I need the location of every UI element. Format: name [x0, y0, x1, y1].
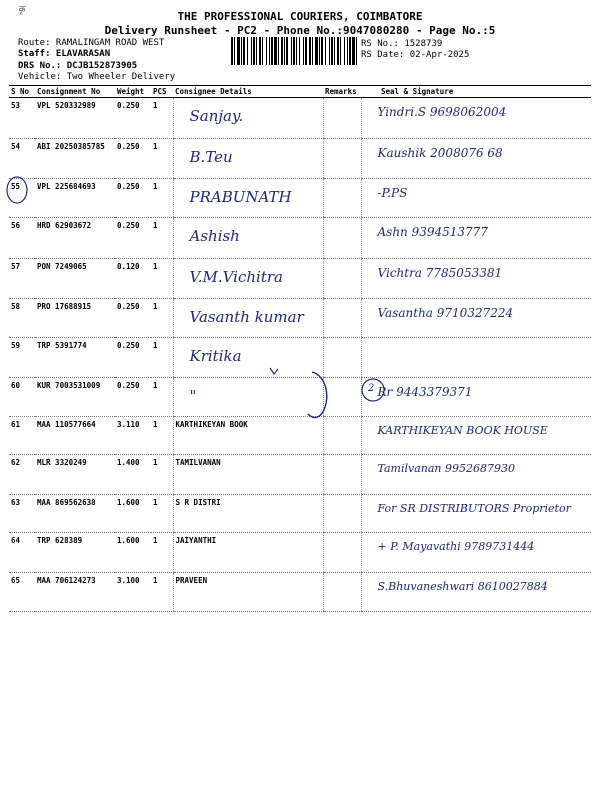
row-weight: 0.250 [115, 378, 151, 417]
row-weight: 0.250 [115, 179, 151, 218]
signature: For SR DISTRIBUTORS Proprietor [377, 502, 571, 515]
row-signature [361, 139, 591, 179]
table-row [9, 533, 591, 573]
row-sno: 53 [9, 98, 35, 139]
row-weight: 3.110 [115, 417, 151, 455]
table-row [9, 417, 591, 455]
row-remarks [323, 179, 361, 218]
vehicle-label: Vehicle: Two Wheeler Delivery [18, 72, 176, 82]
row-weight: 0.250 [115, 218, 151, 259]
handwritten-name: " [189, 387, 197, 405]
row-consignment-no: PON 7249065 [35, 259, 115, 299]
row-sno: 54 [9, 139, 35, 179]
table-row [9, 179, 591, 218]
row-consignment-no: TRP 5391774 [35, 338, 115, 378]
row-weight: 0.250 [115, 299, 151, 338]
handwritten-name: Vasanth kumar [189, 308, 304, 326]
table-row [9, 495, 591, 533]
row-remarks [323, 495, 361, 533]
row-consignee [173, 378, 323, 417]
row-consignee: PRAVEEN [173, 573, 323, 612]
row-pcs: 1 [151, 417, 173, 455]
row-pcs: 1 [151, 218, 173, 259]
row-signature [361, 218, 591, 259]
row-signature [361, 455, 591, 495]
table-row [9, 378, 591, 417]
signature: Ashn 9394513777 [377, 225, 488, 239]
row-sno: 58 [9, 299, 35, 338]
row-consignee: TAMILVANAN [173, 455, 323, 495]
handwritten-name: Sanjay. [189, 107, 244, 125]
row-signature [361, 378, 591, 417]
table-row [9, 139, 591, 179]
col-pcs: PCS [151, 86, 173, 98]
row-weight: 1.400 [115, 455, 151, 495]
col-remarks: Remarks [323, 86, 361, 98]
signature: Rr 9443379371 [377, 385, 473, 399]
signature: Vichtra 7785053381 [377, 266, 503, 280]
row-consignee: JAIYANTHI [173, 533, 323, 573]
row-consignee [173, 179, 323, 218]
row-weight: 1.600 [115, 533, 151, 573]
row-signature [361, 259, 591, 299]
row-sno: 57 [9, 259, 35, 299]
runsheet-subtitle: Delivery Runsheet - PC2 - Phone No.:9047080280 - Page No.:5 [104, 24, 496, 37]
handwritten-name: PRABUNATH [189, 188, 292, 206]
row-remarks [323, 299, 361, 338]
table-row [9, 98, 591, 139]
staff-label: Staff: ELAVARASAN [18, 49, 111, 59]
row-consignee [173, 299, 323, 338]
row-signature [361, 338, 591, 378]
row-pcs: 1 [151, 139, 173, 179]
row-remarks [323, 417, 361, 455]
row-remarks [323, 455, 361, 495]
row-remarks [323, 259, 361, 299]
table-row [9, 573, 591, 612]
row-weight: 0.250 [115, 338, 151, 378]
row-sno: 55 [9, 179, 35, 218]
col-consignment: Consignment No [35, 86, 115, 98]
row-sno: 59 [9, 338, 35, 378]
table-row [9, 259, 591, 299]
row-consignee: KARTHIKEYAN BOOK [173, 417, 323, 455]
row-pcs: 1 [151, 378, 173, 417]
row-weight: 3.100 [115, 573, 151, 612]
row-remarks [323, 139, 361, 179]
row-sno: 56 [9, 218, 35, 259]
row-sno: 62 [9, 455, 35, 495]
row-signature [361, 495, 591, 533]
route-label: Route: RAMALINGAM ROAD WEST [18, 38, 165, 48]
rs-no-label: RS No.: 1528739 [361, 39, 443, 49]
rs-date-label: RS Date: 02-Apr-2025 [361, 50, 470, 60]
row-remarks [323, 98, 361, 139]
row-weight: 1.600 [115, 495, 151, 533]
row-pcs: 1 [151, 455, 173, 495]
row-remarks [323, 218, 361, 259]
signature: Yindri.S 9698062004 [377, 105, 507, 119]
row-signature [361, 573, 591, 612]
signature: Vasantha 9710327224 [377, 306, 514, 320]
signature: Tamilvanan 9952687930 [377, 462, 515, 475]
row-consignee [173, 98, 323, 139]
table-row [9, 218, 591, 259]
table-row [9, 455, 591, 495]
handwritten-name: Ashish [189, 227, 240, 245]
row-weight: 0.250 [115, 98, 151, 139]
row-signature [361, 417, 591, 455]
runsheet-table [9, 85, 591, 612]
row-pcs: 1 [151, 573, 173, 612]
row-remarks [323, 533, 361, 573]
row-consignment-no: ABI 20250385785 [35, 139, 115, 179]
row-remarks [323, 378, 361, 417]
row-consignment-no: HRD 62903672 [35, 218, 115, 259]
row-remarks [323, 573, 361, 612]
row-consignment-no: TRP 628389 [35, 533, 115, 573]
col-signature: Seal & Signature [361, 86, 591, 98]
row-pcs: 1 [151, 495, 173, 533]
row-pcs: 1 [151, 179, 173, 218]
handwritten-name: V.M.Vichitra [189, 268, 283, 286]
handwritten-name: Kritika [189, 347, 242, 365]
row-signature [361, 533, 591, 573]
row-consignment-no: MAA 869562638 [35, 495, 115, 533]
row-consignment-no: MAA 110577664 [35, 417, 115, 455]
corner-mark: कृ [18, 5, 25, 15]
row-signature [361, 299, 591, 338]
row-pcs: 1 [151, 533, 173, 573]
row-sno: 60 [9, 378, 35, 417]
row-sno: 61 [9, 417, 35, 455]
signature: Kaushik 2008076 68 [377, 146, 503, 160]
col-consignee: Consignee Details [173, 86, 323, 98]
company-title: THE PROFESSIONAL COURIERS, COIMBATORE [177, 10, 423, 23]
row-consignee [173, 218, 323, 259]
row-consignee: S R DISTRI [173, 495, 323, 533]
signature: KARTHIKEYAN BOOK HOUSE [377, 424, 548, 437]
row-weight: 0.120 [115, 259, 151, 299]
row-sno: 64 [9, 533, 35, 573]
row-consignment-no: MLR 3320249 [35, 455, 115, 495]
table-row [9, 338, 591, 378]
row-consignment-no: PRO 17688915 [35, 299, 115, 338]
row-consignee [173, 139, 323, 179]
barcode [231, 37, 357, 65]
row-consignment-no: VPL 225684693 [35, 179, 115, 218]
row-signature [361, 98, 591, 139]
row-pcs: 1 [151, 299, 173, 338]
table-row [9, 299, 591, 338]
row-pcs: 1 [151, 259, 173, 299]
handwritten-name: B.Teu [189, 148, 233, 166]
row-consignee [173, 259, 323, 299]
row-pcs: 1 [151, 338, 173, 378]
col-weight: Weight [115, 86, 151, 98]
row-signature [361, 179, 591, 218]
col-sno: S No [9, 86, 35, 98]
row-consignment-no: VPL 520332989 [35, 98, 115, 139]
drs-label: DRS No.: DCJB152873905 [18, 61, 138, 71]
row-consignment-no: MAA 706124273 [35, 573, 115, 612]
row-remarks [323, 338, 361, 378]
circled-number-text: 2 [368, 383, 375, 394]
signature: + P. Mayavathi 9789731444 [377, 540, 535, 553]
row-consignment-no: KUR 7003531009 [35, 378, 115, 417]
table-header-row [9, 86, 591, 98]
row-sno: 63 [9, 495, 35, 533]
row-weight: 0.250 [115, 139, 151, 179]
signature: -P.PS [377, 186, 408, 200]
row-sno: 65 [9, 573, 35, 612]
row-pcs: 1 [151, 98, 173, 139]
signature: S.Bhuvaneshwari 8610027884 [377, 580, 548, 593]
row-consignee [173, 338, 323, 378]
